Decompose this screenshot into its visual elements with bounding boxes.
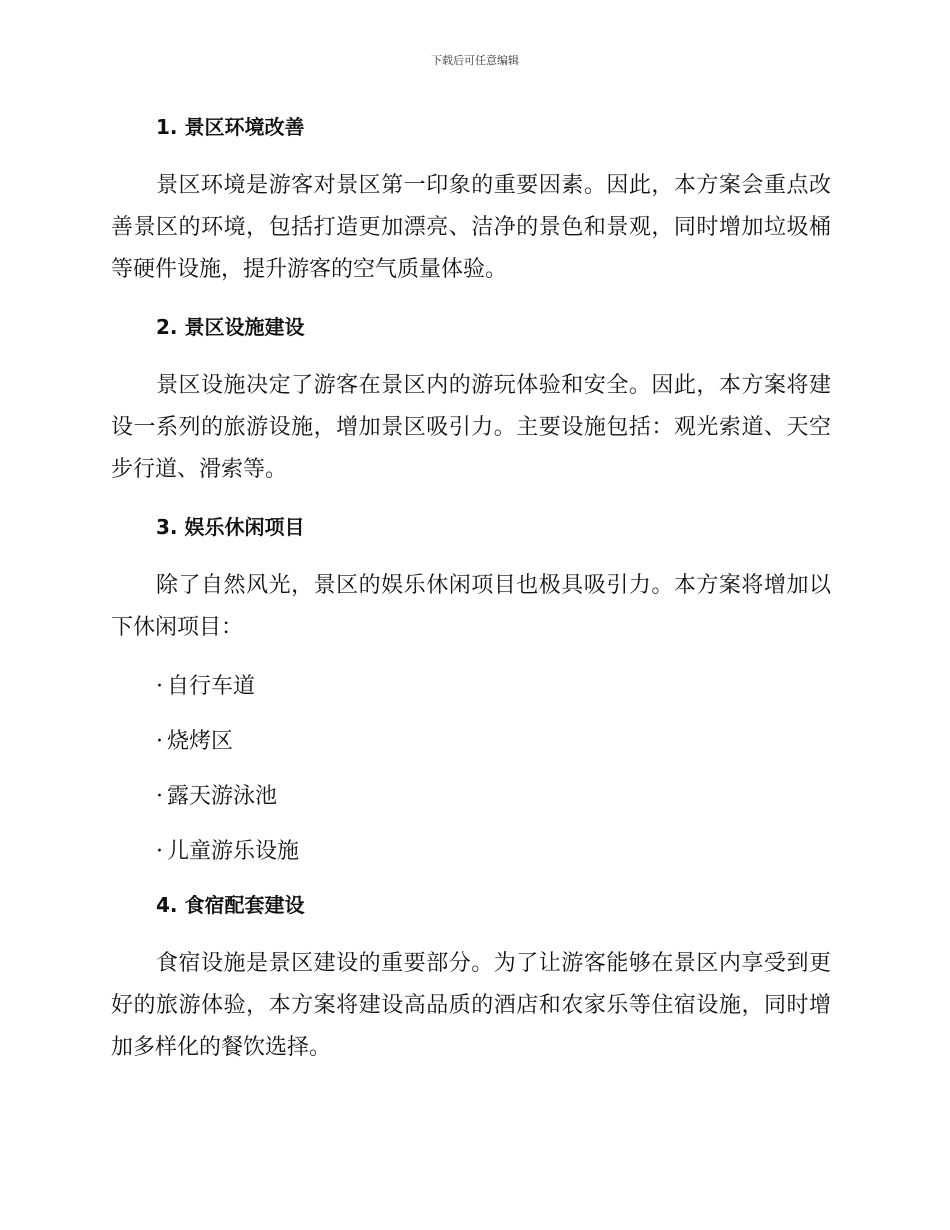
document-body [111, 111, 831, 1089]
list-item-label: 露天游泳池 [167, 784, 278, 809]
section-paragraph-environment: 景区环境是游客对景区第一印象的重要因素。因此，本方案会重点改善景区的环境，包括打造更加漂亮、洁净的景色和景观，同时增加垃圾桶等硬件设施，提升游客的空气质量体验。 [111, 173, 831, 282]
section-paragraph-lodging: 食宿设施是景区建设的重要部分。为了让游客能够在景区内享受到更好的旅游体验，本方案将建设高品质的酒店和农家乐等住宿设施，同时增加多样化的餐饮选择。 [111, 951, 831, 1060]
list-item [111, 724, 831, 760]
section-heading-environment: 1. 景区环境改善 [156, 115, 305, 139]
list-item-label: 自行车道 [167, 674, 256, 699]
list-item [111, 834, 831, 870]
section-heading-recreation: 3. 娱乐休闲项目 [156, 515, 305, 539]
section-heading-lodging: 4. 食宿配套建设 [156, 893, 305, 917]
bullet-dot-icon: · [156, 729, 163, 754]
list-item [111, 779, 831, 815]
bullet-dot-icon: · [156, 674, 163, 699]
bullet-dot-icon: · [156, 784, 163, 809]
list-item-label: 儿童游乐设施 [167, 839, 300, 864]
section-paragraph-recreation: 除了自然风光，景区的娱乐休闲项目也极具吸引力。本方案将增加以下休闲项目： [111, 573, 831, 640]
page-header: 下载后可任意编辑 [431, 54, 519, 67]
list-item [111, 669, 831, 705]
section-heading-facilities: 2. 景区设施建设 [156, 315, 305, 339]
section-paragraph-facilities: 景区设施决定了游客在景区内的游玩体验和安全。因此，本方案将建设一系列的旅游设施，增加景区吸引力。主要设施包括：观光索道、天空步行道、滑索等。 [111, 373, 831, 482]
bullet-dot-icon: · [156, 839, 163, 864]
list-item-label: 烧烤区 [167, 729, 234, 754]
